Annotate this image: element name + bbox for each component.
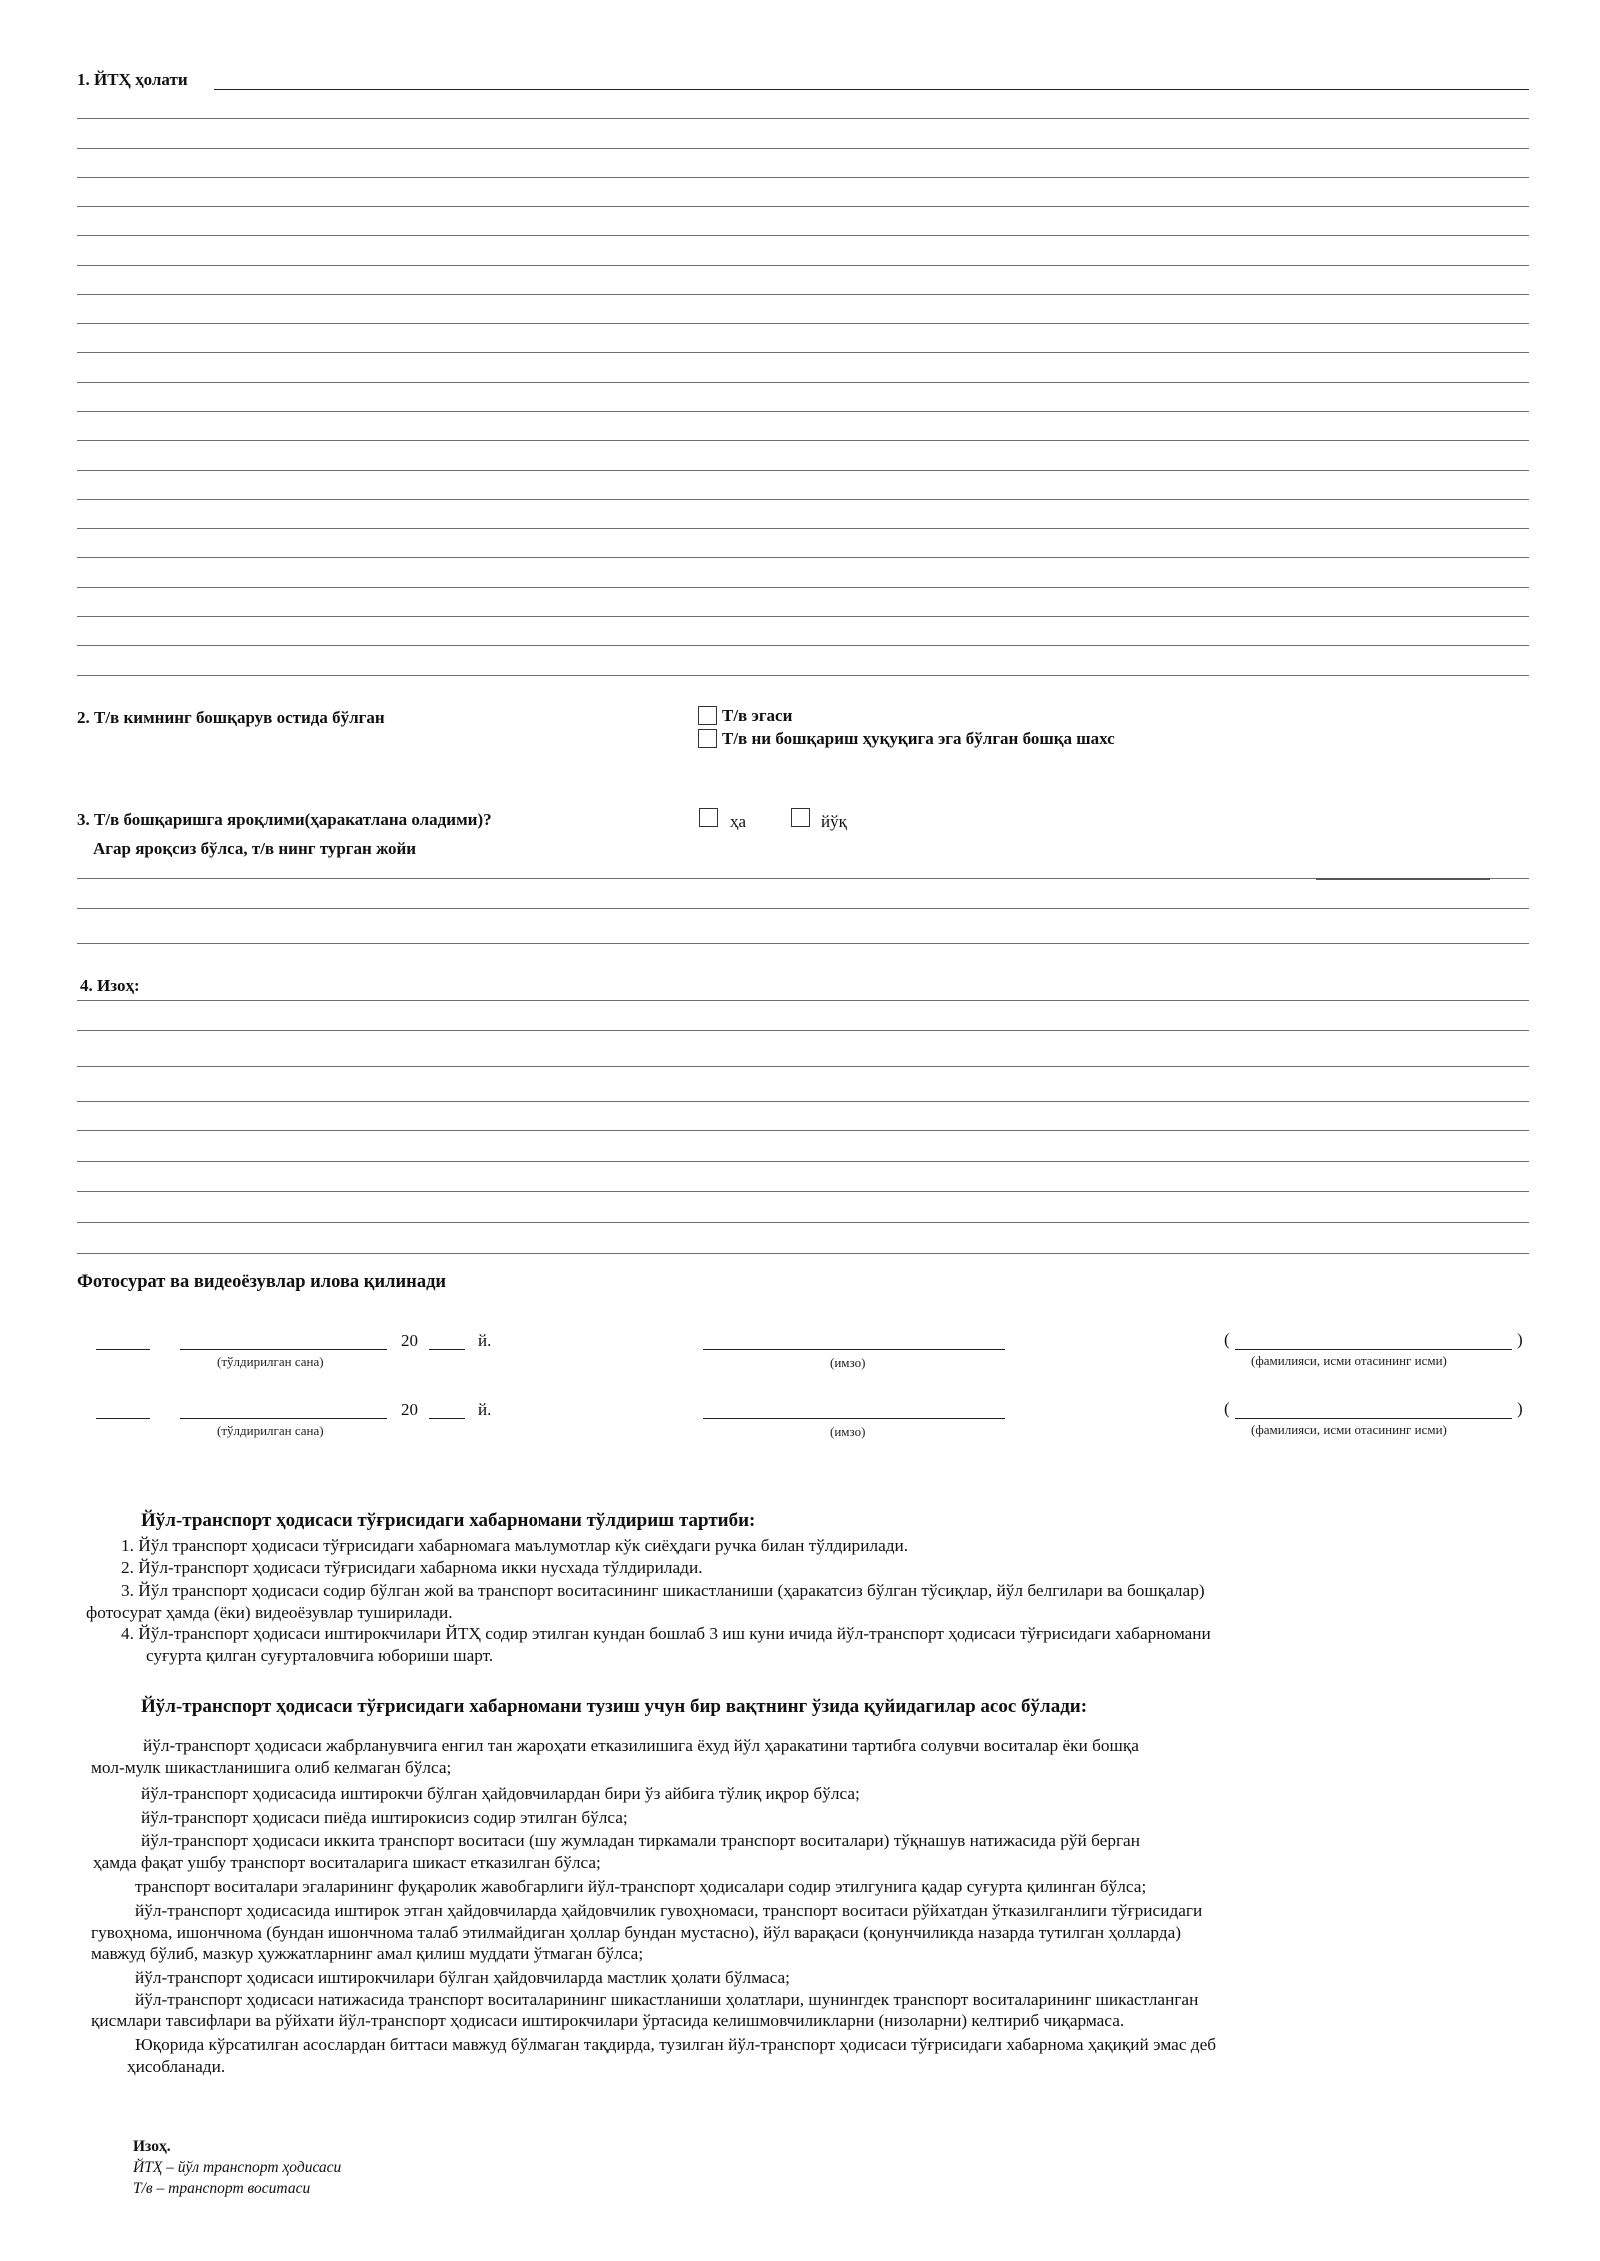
open-paren: ( — [1224, 1399, 1230, 1418]
filling-rules-title: Йўл-транспорт ҳодисаси тўғрисидаги хабарномани тўлдириш тартиби: — [141, 1510, 756, 1531]
year-field[interactable] — [429, 1418, 465, 1419]
date-caption: (тўлдирилган сана) — [217, 1354, 324, 1369]
signature-field[interactable] — [703, 1349, 1005, 1350]
year-suffix: й. — [478, 1400, 492, 1419]
footnote-title: Изоҳ. — [133, 2138, 171, 2155]
basis-item: йўл-транспорт ҳодисаси пиёда иштирокисиз содир этилган бўлса; — [141, 1808, 628, 1827]
basis-item: мол-мулк шикастланишига олиб келмаган бўлса; — [91, 1758, 452, 1777]
section1-label: 1. ЙТҲ ҳолати — [77, 70, 188, 89]
date-caption: (тўлдирилган сана) — [217, 1423, 324, 1438]
month-field[interactable] — [180, 1418, 387, 1419]
basis-item: йўл-транспорт ҳодисаси иштирокчилари бўлган ҳайдовчиларда мастлик ҳолати бўлмаса; — [135, 1968, 790, 1987]
basis-item: йўл-транспорт ҳодисаси жабрланувчига енгил тан жароҳати етказилишига ёхуд йўл ҳаракатини тартибга солувчи воситалар ёки бошқа — [143, 1736, 1139, 1755]
basis-item: йўл-транспорт ҳодисасида иштирокчи бўлган ҳайдовчилардан бири ўз айбига тўлиқ иқрор бўлса; — [141, 1784, 860, 1803]
footnote-abbrev-itx: ЙТҲ – йўл транспорт ҳодисаси — [133, 2159, 342, 2176]
signature-caption: (имзо) — [830, 1424, 866, 1439]
authorized-person-checkbox[interactable] — [698, 729, 717, 748]
footnote-abbrev-tv: Т/в – транспорт воситаси — [133, 2180, 311, 2197]
basis-item: қисмлари тавсифлари ва рўйхати йўл-транспорт ҳодисаси иштирокчилари ўртасида келишмовчиликларни (низоларни) келтириб чиқармаса. — [91, 2011, 1125, 2030]
authorized-person-option-label: Т/в ни бошқариш ҳуқуқига эга бўлган бошқа шахс — [722, 729, 1115, 748]
basis-item: транспорт воситалари эгаларининг фуқаролик жавобгарлиги йўл-транспорт ҳодисалари содир этилгунига қадар суғурта қилинган бўлса; — [135, 1877, 1147, 1896]
rule-item: фотосурат ҳамда (ёки) видеоёзувлар туширилади. — [86, 1603, 453, 1622]
basis-title: Йўл-транспорт ҳодисаси тўғрисидаги хабарномани тузиш учун бир вақтнинг ўзида қуйидагилар асос бўлади: — [141, 1696, 1088, 1717]
basis-item: Юқорида кўрсатилган асослардан биттаси мавжуд бўлмаган тақдирда, тузилган йўл-транспорт ҳодисаси тўғрисидаги хабарнома ҳақиқий эмас деб — [135, 2035, 1217, 2054]
basis-item: йўл-транспорт ҳодисаси натижасида транспорт воситаларининг шикастланиши ҳолатлари, шунингдек транспорт воситаларининг шикастланган — [135, 1990, 1199, 2009]
basis-item: йўл-транспорт ҳодисасида иштирок этган ҳайдовчиларда ҳайдовчилик гувоҳномаси, транспорт воситаси рўйхатдан ўтказилганлиги тўғрисидаги — [135, 1901, 1203, 1920]
owner-option-label: Т/в эгаси — [722, 706, 793, 725]
close-paren: ) — [1517, 1330, 1523, 1349]
basis-item: йўл-транспорт ҳодисаси иккита транспорт воситаси (шу жумладан тиркамали транспорт воситалари) тўқнашув натижасида рўй берган — [141, 1831, 1140, 1850]
month-field[interactable] — [180, 1349, 387, 1350]
no-checkbox[interactable] — [791, 808, 810, 827]
basis-item: гувоҳнома, ишончнома (бундан ишончнома талаб этилмайдиган ҳоллар бундан мустасно), йўл варақаси (қонунчиликда назарда тутилган ҳолларда) — [91, 1923, 1182, 1942]
basis-item: ҳамда фақат ушбу транспорт воситаларига шикаст етказилган бўлса; — [93, 1853, 601, 1872]
full-name-field[interactable] — [1235, 1349, 1512, 1350]
owner-checkbox[interactable] — [698, 706, 717, 725]
section3-label: 3. Т/в бошқаришга яроқлими(ҳаракатлана оладими)? — [77, 810, 492, 829]
no-option-label: йўқ — [821, 812, 847, 831]
section4-label: 4. Изоҳ: — [80, 976, 140, 995]
year-field[interactable] — [429, 1349, 465, 1350]
day-field[interactable] — [96, 1418, 150, 1419]
year-prefix: 20 — [401, 1331, 418, 1350]
basis-item: ҳисобланади. — [127, 2057, 226, 2076]
rule-item: 4. Йўл-транспорт ҳодисаси иштирокчилари ЙТҲ содир этилган кундан бошлаб 3 иш куни ичида йўл-транспорт ҳодисаси тўғрисидаги хабарномани — [121, 1624, 1211, 1643]
yes-checkbox[interactable] — [699, 808, 718, 827]
rule-item: 1. Йўл транспорт ҳодисаси тўғрисидаги хабарномага маълумотлар кўк сиёҳдаги ручка билан тўлдирилади. — [121, 1536, 909, 1555]
rule-item: суғурта қилган суғурталовчига юбориши шарт. — [146, 1646, 494, 1665]
full-name-caption: (фамилияси, исми отасининг исми) — [1251, 1422, 1447, 1437]
yes-option-label: ҳа — [730, 812, 747, 831]
full-name-field[interactable] — [1235, 1418, 1512, 1419]
section2-label: 2. Т/в кимнинг бошқарув остида бўлган — [77, 708, 385, 727]
basis-item: мавжуд бўлиб, мазкур ҳужжатларнинг амал қилиш муддати ўтмаган бўлса; — [91, 1944, 644, 1963]
rule-item: 3. Йўл транспорт ҳодисаси содир бўлган жой ва транспорт воситасининг шикастланиши (ҳаракатсиз бўлган тўсиқлар, йўл белгилари ва бошқалар) — [121, 1581, 1205, 1600]
section3-sublabel: Агар яроқсиз бўлса, т/в нинг турган жойи — [93, 839, 417, 858]
signature-caption: (имзо) — [830, 1355, 866, 1370]
close-paren: ) — [1517, 1399, 1523, 1418]
open-paren: ( — [1224, 1330, 1230, 1349]
photo-video-note: Фотосурат ва видеоёзувлар илова қилинади — [77, 1272, 447, 1292]
year-suffix: й. — [478, 1331, 492, 1350]
full-name-caption: (фамилияси, исми отасининг исми) — [1251, 1353, 1447, 1368]
section1-inline-field[interactable] — [214, 89, 1529, 90]
signature-field[interactable] — [703, 1418, 1005, 1419]
rule-item: 2. Йўл-транспорт ҳодисаси тўғрисидаги хабарнома икки нусхада тўлдирилади. — [121, 1558, 703, 1577]
day-field[interactable] — [96, 1349, 150, 1350]
year-prefix: 20 — [401, 1400, 418, 1419]
